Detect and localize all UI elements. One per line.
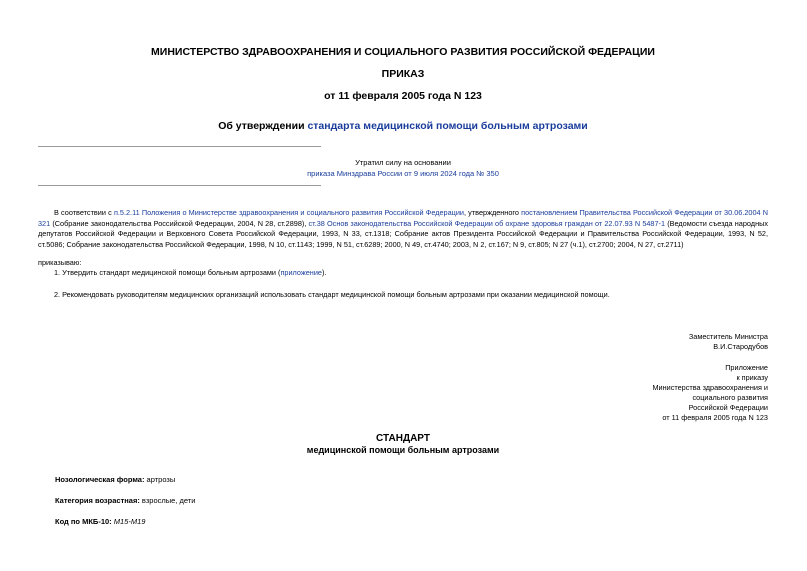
ministry-heading: МИНИСТЕРСТВО ЗДРАВООХРАНЕНИЯ И СОЦИАЛЬНОГО РАЗВИТИЯ РОССИЙСКОЙ ФЕДЕРАЦИИ xyxy=(151,46,655,58)
order-item-1 xyxy=(38,268,768,279)
age-label: Категория возрастная: xyxy=(55,496,140,505)
preamble-text-3: (Собрание законодательства Российской Федерации, 2004, N 28, ст.2898), xyxy=(50,218,309,228)
appendix-link[interactable]: приложение xyxy=(280,268,322,277)
preamble-link-1[interactable]: п.5.2.11 Положения о Министерстве здравоохранения и социального развития Российской Федерации xyxy=(113,208,464,217)
order-item-1-end: ). xyxy=(321,268,327,277)
signature-block xyxy=(689,332,768,352)
divider-top xyxy=(38,146,321,147)
status-line: Утратил силу на основании xyxy=(355,158,451,167)
standard-subtitle: медицинской помощи больным артрозами xyxy=(306,445,500,455)
icd-field xyxy=(55,517,145,526)
appendix-line: к приказу xyxy=(736,373,768,382)
age-field xyxy=(55,496,195,505)
icd-value: M15-M19 xyxy=(111,517,146,526)
doc-date-number: от 11 февраля 2005 года N 123 xyxy=(324,90,482,102)
preamble-text-2: , утвержденного xyxy=(463,208,522,217)
appendix-line: социального развития xyxy=(692,393,768,402)
appendix-line: от 11 февраля 2005 года N 123 xyxy=(662,413,768,422)
order-intro: приказываю: xyxy=(38,258,82,267)
age-value: взрослые, дети xyxy=(139,496,196,505)
preamble-text-1: В соответствии с xyxy=(54,208,114,217)
appendix-line: Приложение xyxy=(725,363,768,372)
order-item-1-text: 1. Утвердить стандарт медицинской помощи больным артрозами ( xyxy=(54,268,281,277)
nosology-label: Нозологическая форма: xyxy=(55,475,145,484)
doc-title-prefix: Об утверждении xyxy=(218,120,308,132)
signature-name: В.И.Стародубов xyxy=(713,342,768,351)
doc-type-heading: ПРИКАЗ xyxy=(381,68,425,80)
doc-title xyxy=(38,120,768,132)
signature-position: Заместитель Министра xyxy=(688,332,768,341)
nosology-field xyxy=(55,475,175,484)
divider-bottom xyxy=(38,185,321,186)
preamble-link-3[interactable]: ст.38 Основ законодательства Российской Федерации об охране здоровья граждан от 22.07.93 N 5487-1 xyxy=(308,218,666,228)
appendix-block xyxy=(652,363,768,423)
preamble-link-2[interactable]: постановлением Правительства Российской Федерации от 30.06.2004 N 321 xyxy=(38,208,769,228)
standard-title: СТАНДАРТ xyxy=(376,433,430,444)
preamble-text-4: (Ведомости съезда народных депутатов Российской Федерации и Верховного Совета Российской Федерации, 1993, N 33, ст.1318; Собрание актов Президента Российской Федерации и Правительства Российской Федерации, 1993, N 52, ст.5086; Собрание законодательства Российской Федерации, 1998, N 10, ст.1143; 1999, N 51, ст.6289; 2000, N 49, ст.4740; 2003, N 2, ст.167; N 9, ст.805; N 27 (ч.1), ст.2700; 2004, N 27, ст.2711) xyxy=(38,218,768,249)
status-link[interactable]: приказа Минздрава России от 9 июля 2024 года № 350 xyxy=(307,169,499,178)
icd-label: Код по МКБ-10: xyxy=(55,517,112,526)
order-item-2: 2. Рекомендовать руководителям медицинских организаций использовать стандарт медицинской помощи больным артрозами при оказании медицинской помощи. xyxy=(54,290,610,299)
appendix-line: Российской Федерации xyxy=(688,403,768,412)
preamble-paragraph xyxy=(38,208,768,250)
doc-title-link[interactable]: стандарта медицинской помощи больным артрозами xyxy=(307,120,588,132)
nosology-value: артрозы xyxy=(144,475,176,484)
appendix-line: Министерства здравоохранения и xyxy=(652,383,768,392)
